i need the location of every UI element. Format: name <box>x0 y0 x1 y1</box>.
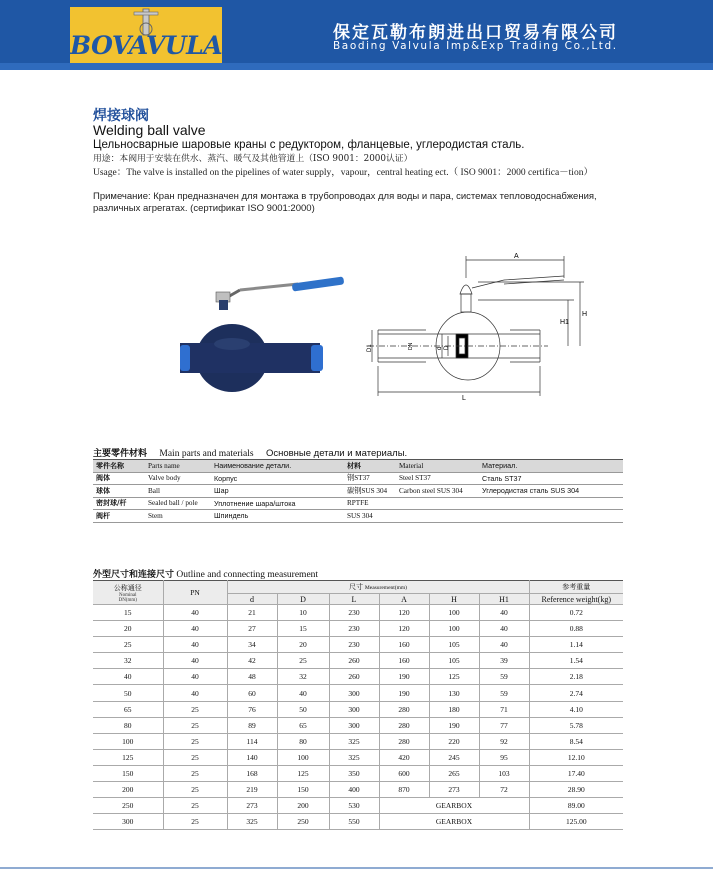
table-cell: 25 <box>163 782 227 798</box>
table-cell: 40 <box>479 605 529 621</box>
table-cell: 200 <box>277 798 329 814</box>
table-cell: 25 <box>163 814 227 830</box>
label-D1: D1 <box>367 344 373 352</box>
table-cell: 25 <box>163 798 227 814</box>
table-cell: 105 <box>429 653 479 669</box>
table-cell: 80 <box>93 717 163 733</box>
table-cell: 280 <box>379 701 429 717</box>
table-row <box>93 717 623 733</box>
table-row <box>93 814 623 830</box>
label-L: L <box>462 395 466 402</box>
table-row <box>93 749 623 765</box>
table-cell: 65 <box>277 717 329 733</box>
parts-header-cell: 材料 <box>344 460 396 473</box>
table-cell: 40 <box>163 685 227 701</box>
product-title-en: Welding ball valve <box>93 122 206 138</box>
nominal-dn: DN(mm) <box>118 597 137 603</box>
table-cell: 0.88 <box>529 621 623 637</box>
table-cell: 50 <box>277 701 329 717</box>
table-cell: 39 <box>479 653 529 669</box>
table-cell: 20 <box>93 621 163 637</box>
table-cell: 530 <box>329 798 379 814</box>
logo-wordmark: BOVAVULA <box>70 31 223 60</box>
table-row <box>93 510 623 523</box>
table-cell: 125 <box>277 765 329 781</box>
table-cell: 100 <box>429 621 479 637</box>
table-cell: 25 <box>163 749 227 765</box>
table-cell: 40 <box>163 653 227 669</box>
table-cell: 1.14 <box>529 637 623 653</box>
label-d: d <box>437 346 443 350</box>
page-header <box>0 0 713 70</box>
technical-drawing <box>368 254 608 402</box>
table-cell: 160 <box>379 637 429 653</box>
table-cell: 28.90 <box>529 782 623 798</box>
table-cell: SUS 304 <box>344 510 396 523</box>
table-cell: 125 <box>93 749 163 765</box>
table-cell: Сталь ST37 <box>479 472 623 485</box>
table-cell: 325 <box>329 749 379 765</box>
label-H1: H1 <box>560 319 569 326</box>
label-D: D <box>444 345 450 350</box>
table-cell: 25 <box>163 765 227 781</box>
table-cell: 59 <box>479 685 529 701</box>
table-cell: 95 <box>479 749 529 765</box>
table-cell: 20 <box>277 637 329 653</box>
table-cell: 65 <box>93 701 163 717</box>
dims-header-nominal <box>93 581 163 605</box>
table-cell: 2.18 <box>529 669 623 685</box>
col-L: L <box>329 594 379 605</box>
table-cell: 77 <box>479 717 529 733</box>
table-cell: 32 <box>93 653 163 669</box>
dims-caption-en: Outline and connecting measurement <box>176 570 319 580</box>
table-cell: 40 <box>479 637 529 653</box>
table-cell <box>396 510 479 523</box>
table-cell: 76 <box>227 701 277 717</box>
table-cell: 250 <box>277 814 329 830</box>
nominal-en: Nominal <box>119 592 137 598</box>
table-row <box>93 497 623 510</box>
table-cell: 230 <box>329 637 379 653</box>
table-cell: 42 <box>227 653 277 669</box>
table-cell: 120 <box>379 605 429 621</box>
table-cell <box>396 497 479 510</box>
table-cell: Уплотнение шара/штока <box>211 497 344 510</box>
table-cell: 180 <box>429 701 479 717</box>
table-cell: 550 <box>329 814 379 830</box>
table-cell: 40 <box>93 669 163 685</box>
table-row <box>93 472 623 485</box>
weight-cn: 参考重量 <box>562 583 591 591</box>
label-H: H <box>582 311 588 318</box>
label-A: A <box>514 253 519 260</box>
table-cell: 140 <box>227 749 277 765</box>
table-cell: 420 <box>379 749 429 765</box>
col-D: D <box>277 594 329 605</box>
table-cell: 25 <box>163 733 227 749</box>
col-weight: Reference weight(kg) <box>529 594 623 605</box>
table-cell: 190 <box>429 717 479 733</box>
parts-caption-ru: Основные детали и материалы. <box>265 448 408 459</box>
table-cell: 25 <box>93 637 163 653</box>
table-row <box>93 605 623 621</box>
table-cell: 230 <box>329 605 379 621</box>
col-d: d <box>227 594 277 605</box>
table-cell: 300 <box>329 685 379 701</box>
table-cell: 260 <box>329 669 379 685</box>
table-row <box>93 669 623 685</box>
table-row <box>93 798 623 814</box>
table-cell: 阀体 <box>93 472 145 485</box>
valve-photo <box>180 280 360 390</box>
table-cell: RPTFE <box>344 497 396 510</box>
table-cell: Ball <box>145 485 211 498</box>
table-cell: 80 <box>277 733 329 749</box>
parts-header-cell: Материал. <box>479 460 623 473</box>
col-A: A <box>379 594 429 605</box>
table-cell: 40 <box>163 637 227 653</box>
table-cell: 34 <box>227 637 277 653</box>
table-cell: 280 <box>379 733 429 749</box>
table-cell: Sealed ball / pole <box>145 497 211 510</box>
table-cell: 600 <box>379 765 429 781</box>
table-cell: 230 <box>329 621 379 637</box>
table-cell: 200 <box>93 782 163 798</box>
table-cell: 160 <box>379 653 429 669</box>
table-cell: Углеродистая сталь SUS 304 <box>479 485 623 498</box>
table-row <box>93 621 623 637</box>
col-H: H <box>429 594 479 605</box>
table-cell: 120 <box>379 621 429 637</box>
parts-header-cell: Наименование детали. <box>211 460 344 473</box>
table-cell: 105 <box>429 637 479 653</box>
table-row <box>93 701 623 717</box>
table-cell: 48 <box>227 669 277 685</box>
usage-en: Usage：The valve is installed on the pipelines of water supply，vapour，central heating ect.（ ISO 9001：2000 certifica－tion） <box>93 168 593 178</box>
table-cell: 阀杆 <box>93 510 145 523</box>
product-title-ru: Цельносварные шаровые краны с редуктором, фланцевые, углеродистая сталь. <box>93 139 525 151</box>
gearbox-cell: GEARBOX <box>379 814 529 830</box>
table-cell: 25 <box>163 701 227 717</box>
table-cell: 0.72 <box>529 605 623 621</box>
usage-cn: 用途：本阀用于安装在供水、蒸汽、暖气及其他管道上（ISO 9001：2000认证） <box>93 154 413 164</box>
table-row <box>93 637 623 653</box>
table-cell: 220 <box>429 733 479 749</box>
size-en: Measurement(mm) <box>364 585 408 591</box>
table-cell: 50 <box>93 685 163 701</box>
table-cell: 8.54 <box>529 733 623 749</box>
table-cell: 89.00 <box>529 798 623 814</box>
dims-header-size <box>227 581 529 594</box>
footer-rule <box>0 866 713 871</box>
table-cell: 130 <box>429 685 479 701</box>
parts-header-cell: 零件名称 <box>93 460 145 473</box>
table-cell: 350 <box>329 765 379 781</box>
col-H1: H1 <box>479 594 529 605</box>
table-cell: 15 <box>93 605 163 621</box>
dims-header-weight-cn <box>529 581 623 594</box>
table-row <box>93 653 623 669</box>
parts-header-row <box>93 460 623 473</box>
table-cell: 25 <box>163 717 227 733</box>
table-cell: 1.54 <box>529 653 623 669</box>
product-title-cn: 焊接球阀 <box>93 108 149 124</box>
dims-table <box>93 580 623 830</box>
table-cell: 40 <box>163 621 227 637</box>
usage-ru: Примечание: Кран предназначен для монтажа в трубопроводах для воды и пара, системах тепловодоснабжения, различных агрегатах. (сертификат ISO 9001:2000) <box>93 191 597 214</box>
table-cell: 114 <box>227 733 277 749</box>
table-cell: 125.00 <box>529 814 623 830</box>
parts-header-cell: Parts name <box>145 460 211 473</box>
table-cell: 4.10 <box>529 701 623 717</box>
size-cn: 尺寸 <box>348 583 363 591</box>
nominal-cn: 公称通径 <box>113 583 142 592</box>
table-cell: 92 <box>479 733 529 749</box>
table-cell: 15 <box>277 621 329 637</box>
table-cell: 150 <box>277 782 329 798</box>
table-cell: 273 <box>429 782 479 798</box>
table-cell <box>479 497 623 510</box>
table-cell: 150 <box>93 765 163 781</box>
table-cell: 280 <box>379 717 429 733</box>
table-cell: 60 <box>227 685 277 701</box>
table-cell: 103 <box>479 765 529 781</box>
table-cell: 40 <box>163 669 227 685</box>
table-row <box>93 485 623 498</box>
table-cell: 25 <box>277 653 329 669</box>
table-cell: 100 <box>93 733 163 749</box>
table-cell <box>479 510 623 523</box>
table-cell: 250 <box>93 798 163 814</box>
table-cell: 100 <box>277 749 329 765</box>
table-cell: 168 <box>227 765 277 781</box>
table-cell: 325 <box>329 733 379 749</box>
table-cell: 密封球/杆 <box>93 497 145 510</box>
table-cell: 300 <box>329 701 379 717</box>
table-cell: 21 <box>227 605 277 621</box>
table-cell: Корпус <box>211 472 344 485</box>
dims-header-row <box>93 581 623 594</box>
table-cell: 球体 <box>93 485 145 498</box>
table-cell: 89 <box>227 717 277 733</box>
table-cell: 100 <box>429 605 479 621</box>
table-cell: 300 <box>93 814 163 830</box>
table-cell: Шпиндель <box>211 510 344 523</box>
parts-table <box>93 459 623 523</box>
table-cell: 碳钢SUS 304 <box>344 485 396 498</box>
table-cell: Steel ST37 <box>396 472 479 485</box>
table-cell: 5.78 <box>529 717 623 733</box>
company-name-en: Baoding Valvula Imp&Exp Trading Co.,Ltd. <box>333 40 618 52</box>
parts-caption-cn: 主要零件材料 <box>93 449 148 459</box>
table-row <box>93 765 623 781</box>
table-cell: 190 <box>379 685 429 701</box>
table-row <box>93 733 623 749</box>
company-name-cn: 保定瓦勒布朗进出口贸易有限公司 <box>333 23 618 43</box>
table-cell: 190 <box>379 669 429 685</box>
table-cell: 17.40 <box>529 765 623 781</box>
table-cell: 钢ST37 <box>344 472 396 485</box>
label-DN: DN <box>408 342 414 350</box>
dims-header-pn: PN <box>163 581 227 605</box>
table-cell: 32 <box>277 669 329 685</box>
table-cell: Шар <box>211 485 344 498</box>
table-cell: 2.74 <box>529 685 623 701</box>
table-cell: 300 <box>329 717 379 733</box>
gearbox-cell: GEARBOX <box>379 798 529 814</box>
table-cell: 245 <box>429 749 479 765</box>
table-cell: 59 <box>479 669 529 685</box>
table-cell: Valve body <box>145 472 211 485</box>
table-cell: 10 <box>277 605 329 621</box>
parts-caption-en: Main parts and materials <box>159 449 254 459</box>
dims-caption-cn: 外型尺寸和连接尺寸 <box>93 570 175 580</box>
table-cell: 219 <box>227 782 277 798</box>
table-cell: 265 <box>429 765 479 781</box>
table-cell: 260 <box>329 653 379 669</box>
table-cell: 71 <box>479 701 529 717</box>
company-logo <box>70 7 222 63</box>
table-cell: 400 <box>329 782 379 798</box>
dims-caption <box>93 567 318 580</box>
header-stripe <box>0 63 713 70</box>
table-cell: 125 <box>429 669 479 685</box>
table-cell: Carbon steel SUS 304 <box>396 485 479 498</box>
table-cell: 27 <box>227 621 277 637</box>
table-cell: 72 <box>479 782 529 798</box>
parts-caption <box>93 446 407 459</box>
table-cell: 40 <box>479 621 529 637</box>
table-cell: 40 <box>277 685 329 701</box>
parts-header-cell: Material <box>396 460 479 473</box>
table-cell: Stem <box>145 510 211 523</box>
table-row <box>93 685 623 701</box>
table-cell: 40 <box>163 605 227 621</box>
table-cell: 273 <box>227 798 277 814</box>
table-cell: 870 <box>379 782 429 798</box>
table-cell: 325 <box>227 814 277 830</box>
table-row <box>93 782 623 798</box>
table-cell: 12.10 <box>529 749 623 765</box>
